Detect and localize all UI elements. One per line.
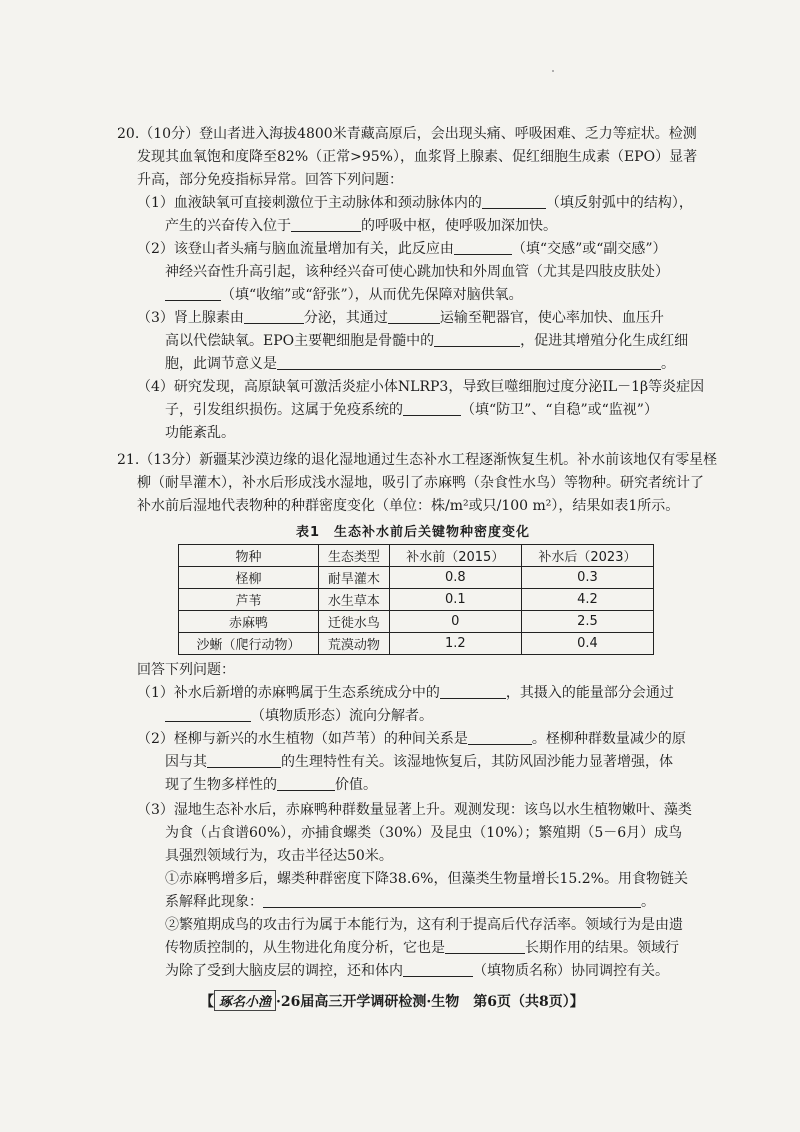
q20-p3-text-g: 。 (661, 356, 675, 372)
footer-bracket: 【 (200, 994, 214, 1010)
brand-logo: 琢名小渔 (214, 990, 276, 1011)
table-cell: 0.1 (389, 589, 521, 611)
answer-blank[interactable] (440, 684, 506, 699)
q21-part3-line6: ②繁殖期成鸟的攻击行为属于本能行为，这有利于提高后代存活率。领域行为是由遗 (165, 917, 683, 933)
table-cell: 沙蜥（爬行动物） (179, 633, 319, 655)
table-row (179, 633, 654, 655)
q21-part1-line2 (165, 706, 433, 726)
q21-p2-text-e: 现了生物多样性的 (165, 777, 277, 793)
q20-part3-line1 (137, 308, 664, 328)
answer-blank[interactable] (445, 939, 525, 954)
q20-part2-line1 (137, 239, 667, 259)
answer-blank[interactable] (454, 240, 512, 255)
q20-part4-line3: 功能紊乱。 (165, 425, 235, 441)
q20-p3-text-c: 运输至靶器官，使心率加快、血压升 (439, 310, 664, 326)
table-header-row (179, 545, 654, 567)
q20-p2-text-d: （填“收缩”或“舒张”），从而优先保障对脑供氧。 (221, 287, 523, 303)
q21-p2-text-a: （2）柽柳与新兴的水生植物（如芦苇）的种间关系是 (137, 731, 468, 747)
q21-p2-text-c: 因与其 (165, 754, 207, 770)
table-cell: 赤麻鸭 (179, 611, 319, 633)
table-cell: 0.8 (389, 567, 521, 589)
table-cell: 0 (389, 611, 521, 633)
q20-part1-line2 (165, 216, 557, 236)
q21-p2-text-f: 价值。 (335, 777, 377, 793)
answer-blank[interactable] (263, 893, 641, 908)
answer-blank[interactable] (165, 707, 251, 722)
q21-part3-line1: （3）湿地生态补水后，赤麻鸭种群数量显著上升。观测发现：该鸟以水生植物嫩叶、藻类 (137, 802, 692, 818)
table-cell: 4.2 (521, 589, 653, 611)
answer-blank[interactable] (291, 217, 361, 232)
q21-p1-text-b: ，其摄入的能量部分会通过 (505, 685, 674, 701)
table-cell: 迁徙水鸟 (319, 611, 390, 633)
page-footer (200, 990, 584, 1011)
table-header: 补水后（2023） (521, 545, 653, 567)
table-cell: 芦苇 (179, 589, 319, 611)
table-cell: 柽柳 (179, 567, 319, 589)
q21-part3-line5 (165, 892, 655, 912)
scan-speck (552, 70, 554, 72)
answer-blank[interactable] (277, 776, 335, 791)
table-row (179, 589, 654, 611)
answer-blank[interactable] (482, 194, 546, 209)
q20-line-3: 升高，部分免疫指标异常。回答下列问题： (137, 172, 403, 188)
answer-blank[interactable] (434, 332, 520, 347)
q21-p2-text-b: 。柽柳种群数量减少的原 (531, 731, 686, 747)
q20-part2-line2: 神经兴奋性升高引起，该种经兴奋可使心跳加快和外周血管（尤其是四肢皮肤处） (165, 264, 669, 280)
q21-line-3: 补水前后湿地代表物种的种群密度变化（单位：株/m²或只/100 m²），结果如表1所示。 (137, 498, 680, 514)
answer-blank[interactable] (468, 730, 532, 745)
q21-part3-line8 (165, 961, 669, 981)
q21-p3-text-f: 。 (641, 894, 655, 910)
q20-line-1: 20.（10分）登山者进入海拔4800米青藏高原后，会出现头痛、呼吸困难、乏力等症状。检测 (117, 126, 697, 142)
q21-line-1: 21.（13分）新疆某沙漠边缘的退化湿地通过生态补水工程逐渐恢复生机。补水前该地仅有零星柽 (117, 452, 718, 468)
q20-p1-text-c: 产生的兴奋传入位于 (165, 218, 291, 234)
q20-part4-line2 (165, 400, 658, 420)
q20-p3-text-f: 胞，此调节意义是 (165, 356, 277, 372)
species-density-table (178, 544, 654, 655)
table-row (179, 567, 654, 589)
q21-p3-text-h: 传物质控制的，从生物进化角度分析，它也是 (165, 940, 445, 956)
q21-p3-text-i: 长期作用的结果。领域行 (525, 940, 679, 956)
q20-p2-text-a: （2）该登山者头痛与脑血流量增加有关，此反应由 (137, 241, 454, 257)
footer-text: ·26届高三开学调研检测·生物 第6页（共8页）】 (276, 994, 584, 1010)
answer-blank[interactable] (244, 309, 304, 324)
q20-p3-text-e: ，促进其增殖分化生成红细 (520, 333, 689, 349)
q21-p3-text-e: 系解释此现象： (165, 894, 263, 910)
q21-part2-line3 (165, 775, 377, 795)
table-cell: 荒漠动物 (319, 633, 390, 655)
q20-part1-line1 (137, 193, 693, 213)
q21-part2-line1 (137, 729, 686, 749)
q20-part4-line1: （4）研究发现，高原缺氧可激活炎症小体NLRP3，导致巨噬细胞过度分泌IL－1β等炎症因 (137, 379, 705, 395)
q21-part1-line1 (137, 683, 674, 703)
q20-part2-line3 (165, 285, 523, 305)
q21-part3-line7 (165, 938, 679, 958)
q20-p1-text-a: （1）血液缺氧可直接刺激位于主动脉体和颈动脉体内的 (137, 195, 482, 211)
table-cell: 0.3 (521, 567, 653, 589)
q21-p3-text-j: 为除了受到大脑皮层的调控，还和体内 (165, 963, 403, 979)
answer-blank[interactable] (277, 355, 661, 370)
table-cell: 耐旱灌木 (319, 567, 390, 589)
answer-blank[interactable] (403, 401, 461, 416)
answer-blank[interactable] (165, 286, 221, 301)
q21-part3-line2: 为食（占食谱60%），亦捕食螺类（30%）及昆虫（10%）；繁殖期（5－6月）成鸟 (165, 825, 683, 841)
answer-blank[interactable] (388, 309, 440, 324)
table-cell: 水生草本 (319, 589, 390, 611)
q20-p3-text-a: （3）肾上腺素由 (137, 310, 244, 326)
q20-part3-line3 (165, 354, 675, 374)
q20-p1-text-d: 的呼吸中枢，使呼吸加深加快。 (361, 218, 557, 234)
table-row (179, 611, 654, 633)
q20-line-2: 发现其血氧饱和度降至82%（正常>95%），血浆肾上腺素、促红细胞生成素（EPO）显著 (137, 149, 698, 165)
answer-blank[interactable] (403, 962, 473, 977)
q21-p1-text-a: （1）补水后新增的赤麻鸭属于生态系统成分中的 (137, 685, 440, 701)
q20-p3-text-d: 高以代偿缺氧。EPO主要靶细胞是骨髓中的 (165, 333, 435, 349)
q21-part2-line2 (165, 752, 673, 772)
table-header: 物种 (179, 545, 319, 567)
table-header: 生态类型 (319, 545, 390, 567)
table-caption: 表1 生态补水前后关键物种密度变化 (296, 525, 531, 540)
q21-ask: 回答下列问题： (137, 662, 235, 678)
q20-part3-line2 (165, 331, 688, 351)
q21-part3-line3: 具强烈领域行为，攻击半径达50米。 (165, 848, 393, 864)
table-cell: 0.4 (521, 633, 653, 655)
q21-part3-line4: ①赤麻鸭增多后，螺类种群密度下降38.6%，但藻类生物量增长15.2%。用食物链关 (165, 871, 688, 887)
q21-p1-text-c: （填物质形态）流向分解者。 (251, 708, 433, 724)
table-cell: 2.5 (521, 611, 653, 633)
q21-p3-text-k: （填物质名称）协同调控有关。 (473, 963, 669, 979)
q20-p4-text-b: 子，引发组织损伤。这属于免疫系统的 (165, 402, 403, 418)
q21-p2-text-d: 的生理特性有关。该湿地恢复后，其防风固沙能力显著增强，体 (281, 754, 673, 770)
q20-p2-text-b: （填“交感”或“副交感”） (511, 241, 667, 257)
q20-p1-text-b: （填反射弧中的结构）， (545, 195, 693, 211)
answer-blank[interactable] (207, 753, 281, 768)
table-header: 补水前（2015） (389, 545, 521, 567)
q21-line-2: 柳（耐旱灌木），补水后形成浅水湿地，吸引了赤麻鸭（杂食性水鸟）等物种。研究者统计了 (137, 475, 704, 491)
table-cell: 1.2 (389, 633, 521, 655)
q20-p4-text-c: （填“防卫”、“自稳”或“监视”） (461, 402, 658, 418)
q20-p3-text-b: 分泌，其通过 (303, 310, 388, 326)
